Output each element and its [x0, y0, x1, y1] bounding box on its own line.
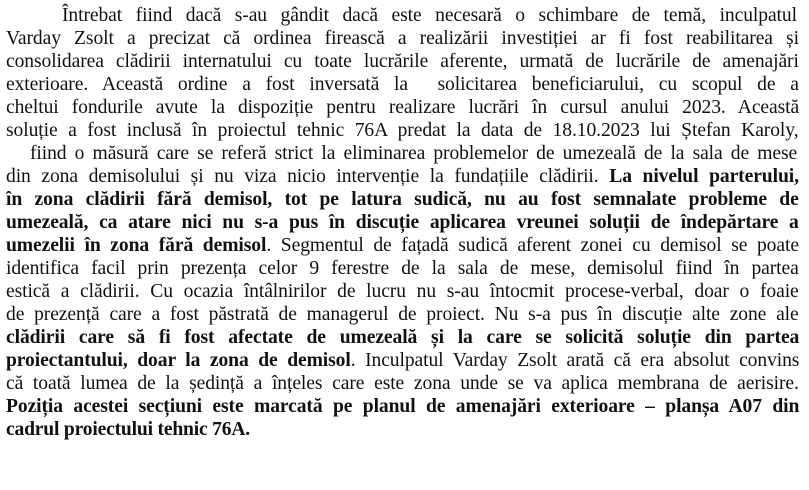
text-line [6, 165, 799, 188]
bold-text-segment: proiectantului, doar la zona de demisol [6, 350, 351, 371]
text-line [6, 257, 799, 280]
text-segment: soluție a fost inclusă în proiectul tehnic 76A predat la data de 18.10.2023 lui Ștefan Karoly, [6, 120, 799, 141]
text-line [6, 50, 799, 73]
text-line [6, 96, 799, 119]
text-line [62, 4, 797, 27]
text-line [6, 27, 799, 50]
text-line [6, 280, 799, 303]
bold-text-segment: umezeală, ca atare nici nu s-a pus în discuție aplicarea vreunei soluții de îndepărtare a [6, 212, 799, 233]
text-segment: consolidarea clădirii internatului cu toate lucrările aferente, urmată de lucrările de amenajări [6, 51, 799, 72]
bold-text-segment: cadrul proiectului tehnic 76A. [6, 419, 251, 440]
text-segment: de prezență care a fost păstrată de managerul de proiect. Nu s-a pus în discuție alte zone ale [6, 304, 799, 325]
text-segment: din zona demisolului și nu viza nicio intervenție la fundațiile clădirii. [6, 166, 610, 187]
text-segment: că toată lumea de la ședință a înțeles care este zona unde se va aplica membrana de aerisire. [6, 373, 799, 394]
text-segment: identifica facil prin prezența celor 9 ferestre de la sala de mese, demisolul fiind în partea [6, 258, 799, 279]
text-line [6, 119, 799, 142]
text-line [6, 372, 799, 395]
bold-text-segment: La nivelul parterului, [609, 166, 799, 187]
text-segment: cheltui fondurile avute la dispoziție pentru realizare lucrări în cursul anului 2023. Această [6, 97, 800, 118]
bold-text-segment: Poziția acestei secțiuni este marcată pe planul de amenajări exterioare – planșa A07 din [6, 396, 800, 417]
bold-text-segment: clădirii care să fi fost afectate de umezeală și la care se solicită soluție din partea [6, 327, 800, 348]
bold-text-segment: în zona clădirii fără demisol, tot pe latura sudică, nu au fost semnalate probleme de [6, 189, 799, 210]
text-line [30, 142, 797, 165]
text-segment: fiind o măsură care se referă strict la eliminarea problemelor de umezeală de la sala de mese [30, 143, 798, 164]
text-line [6, 326, 799, 349]
bold-text-segment: umezelii în zona fără demisol [6, 235, 267, 256]
text-segment: . Inculpatul Varday Zsolt arată că era absolut convins [350, 350, 800, 371]
text-segment: . Segmentul de fațadă sudică aferent zonei cu demisol se poate [266, 235, 799, 256]
text-line [6, 234, 799, 257]
text-line [6, 418, 250, 441]
text-segment: estică a clădirii. Cu ocazia întâlnirilor de lucru nu s-au întocmit procese-verbal, doar o foaie [6, 281, 799, 302]
text-line [6, 395, 799, 418]
text-line [6, 73, 799, 96]
text-line [6, 211, 799, 234]
text-line [6, 303, 799, 326]
text-segment: exterioare. Această ordine a fost inversată la solicitarea beneficiarului, cu scopul de a [6, 74, 799, 95]
text-segment: Varday Zsolt a precizat că ordinea firească a realizării investiției ar fi fost reabilitarea și [6, 28, 799, 49]
text-segment: Întrebat fiind dacă s-au gândit dacă este necesară o schimbare de temă, inculpatul [62, 5, 797, 26]
text-line [6, 188, 799, 211]
text-line [6, 349, 799, 372]
